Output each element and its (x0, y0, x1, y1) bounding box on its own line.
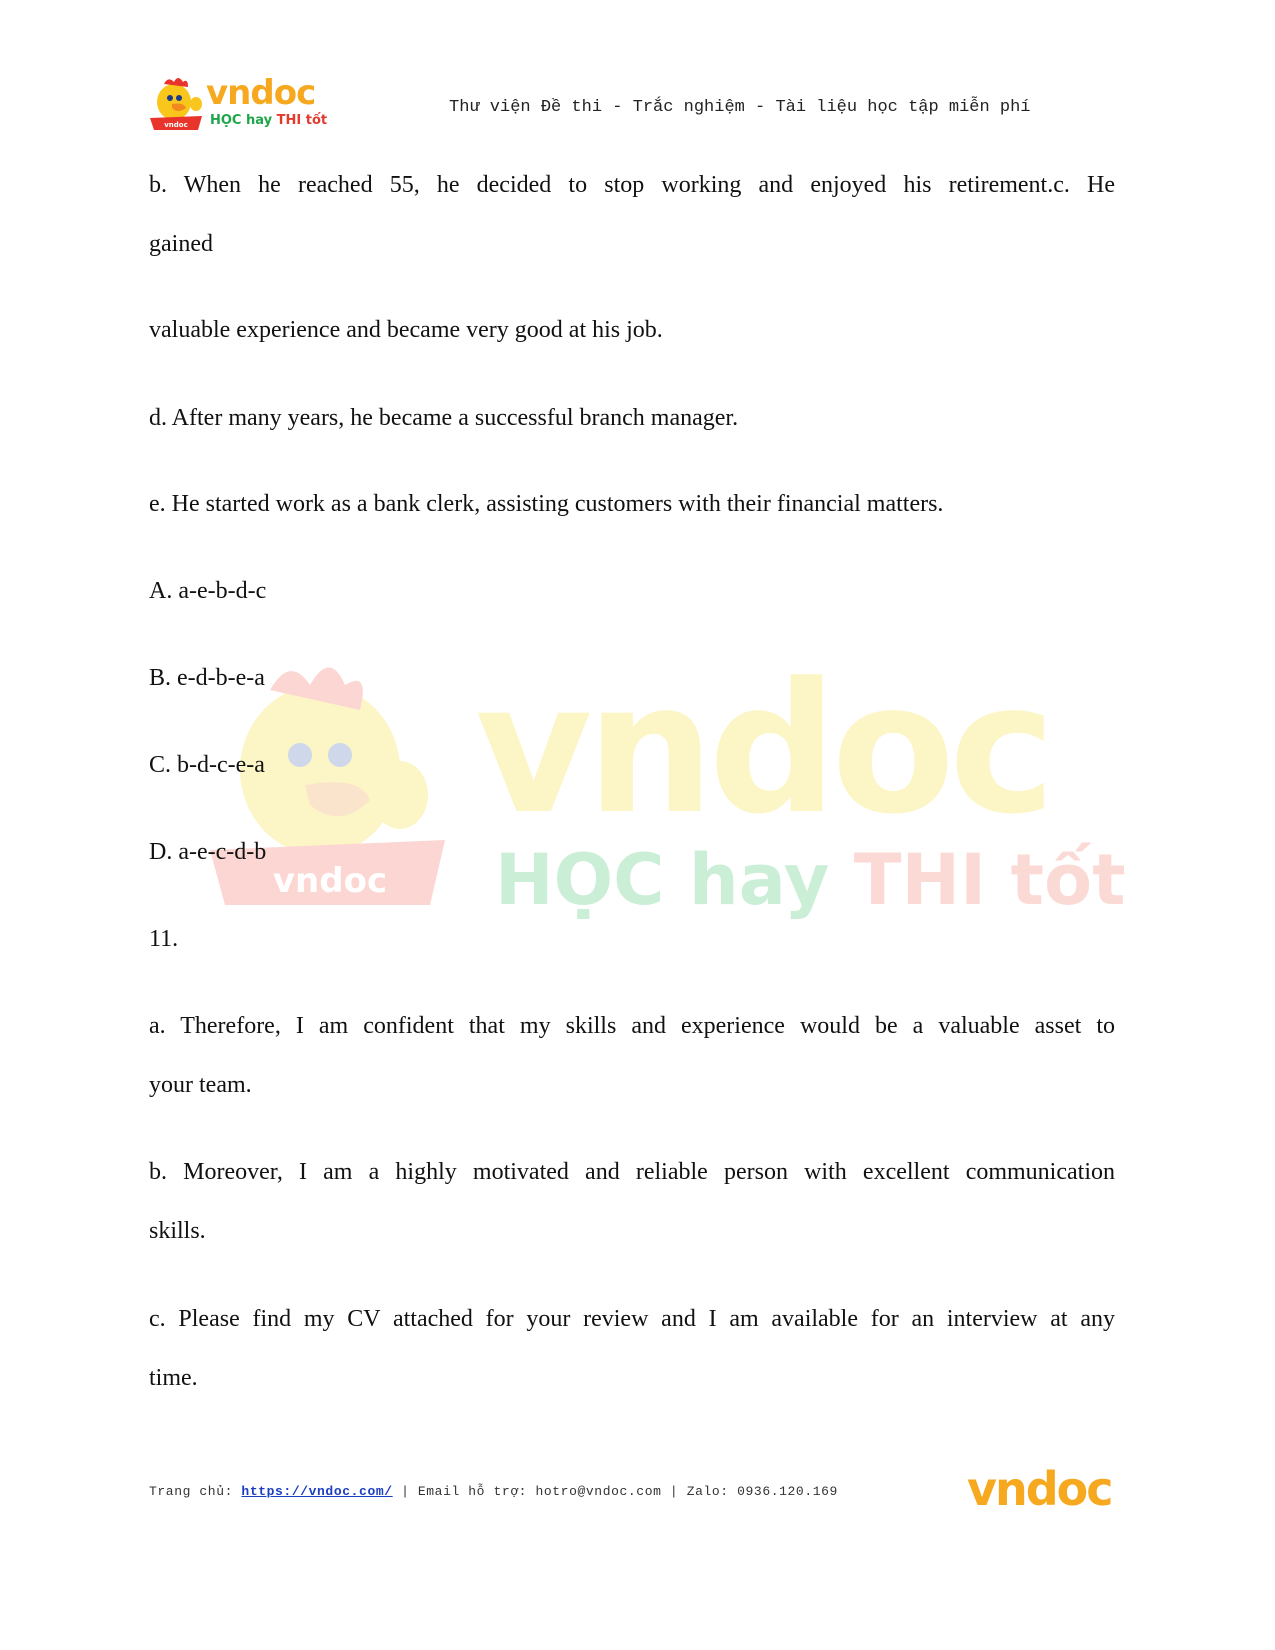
q11-c-line-2: time. (149, 1365, 198, 1391)
footer-home-label: Trang chủ: (149, 1484, 234, 1499)
answer-d: D. a-e-c-d-b (149, 839, 267, 865)
chicken-mascot-icon (148, 74, 204, 132)
svg-text:vndoc: vndoc (272, 861, 388, 901)
q11-b-line-1: b. Moreover, I am a highly motivated and reliable person with excellent communication (149, 1159, 1115, 1185)
watermark-slogan-green: HỌC hay (495, 839, 830, 921)
footer (149, 1484, 838, 1499)
q11-b-line-2: skills. (149, 1218, 206, 1244)
logo-slogan-green: HỌC hay (210, 113, 273, 128)
watermark-slogan-red: THI tốt (853, 839, 1126, 921)
logo-wordmark: vndoc (206, 73, 316, 113)
header-tagline: Thư viện Đề thi - Trắc nghiệm - Tài liệu học tập miễn phí (449, 98, 1031, 117)
option-d-line: d. After many years, he became a successful branch manager. (149, 405, 739, 431)
q11-a-line-2: your team. (149, 1072, 252, 1098)
logo-slogan-red: THI tốt (276, 113, 328, 128)
answer-b: B. e-d-b-e-a (149, 665, 265, 691)
svg-text:vndoc: vndoc (164, 121, 188, 129)
footer-logo: vndoc (967, 1462, 1112, 1516)
answer-c: C. b-d-c-e-a (149, 752, 265, 778)
option-c-line: valuable experience and became very good at his job. (149, 317, 663, 343)
answer-a: A. a-e-b-d-c (149, 578, 267, 604)
logo-slogan (210, 114, 327, 127)
watermark-wordmark: vndoc (475, 645, 1050, 854)
watermark-mascot-icon (210, 660, 450, 910)
option-e-line: e. He started work as a bank clerk, assisting customers with their financial matters. (149, 491, 944, 517)
question-number: 11. (149, 926, 179, 952)
footer-home-link[interactable]: https://vndoc.com/ (241, 1484, 393, 1499)
footer-contact: | Email hỗ trợ: hotro@vndoc.com | Zalo: 0936.120.169 (401, 1484, 838, 1499)
q11-c-line-1: c. Please find my CV attached for your review and I am available for an interview at any (149, 1306, 1115, 1332)
q11-a-line-1: a. Therefore, I am confident that my skills and experience would be a valuable asset to (149, 1013, 1115, 1039)
header-logo (148, 74, 328, 136)
watermark (210, 645, 1126, 960)
option-b-line-1: b. When he reached 55, he decided to stop working and enjoyed his retirement.c. He (149, 172, 1115, 198)
option-b-line-2: gained (149, 231, 213, 257)
